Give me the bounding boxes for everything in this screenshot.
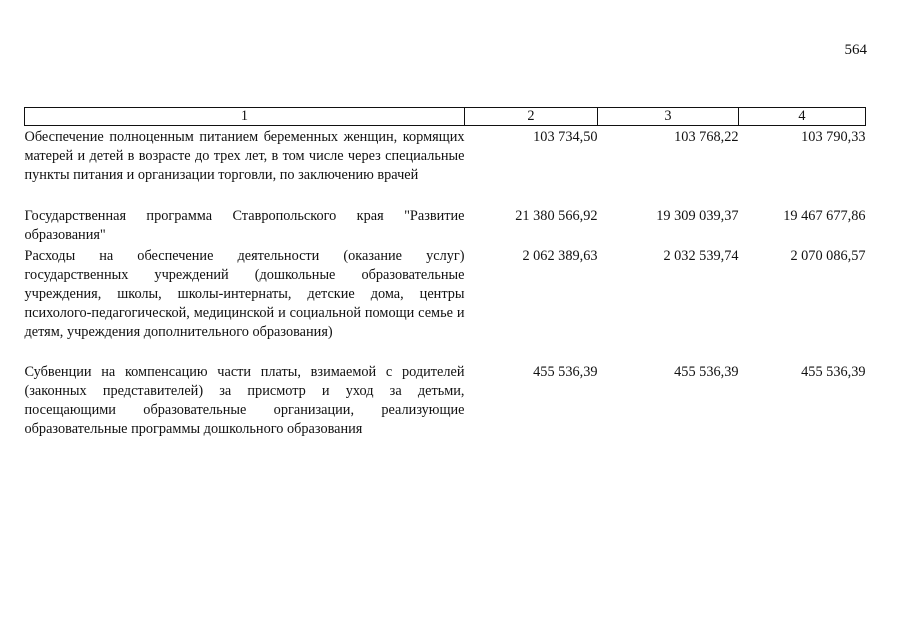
table-row — [25, 363, 866, 439]
row-value-col2: 455 536,39 — [533, 364, 598, 380]
row-value-col4: 2 070 086,57 — [790, 248, 866, 264]
column-header-3: 3 — [598, 108, 739, 126]
row-name: Обеспечение полноценным питанием беременных женщин, кормящих матерей и детей в возрасте до трех лет, в том числе через специальные пункты питания и организации торговли, по заключению врачей — [24, 129, 465, 183]
row-value-col2: 2 062 389,63 — [522, 248, 598, 264]
row-value-col4: 19 467 677,86 — [783, 208, 866, 224]
table-row — [25, 126, 866, 208]
table-row — [25, 207, 866, 247]
row-value-col2: 21 380 566,92 — [515, 208, 598, 224]
row-value-col2: 103 734,50 — [533, 129, 598, 145]
table-row — [25, 247, 866, 363]
table-header-row — [25, 108, 866, 126]
page-number: 564 — [844, 42, 867, 58]
row-value-col3: 19 309 039,37 — [656, 208, 739, 224]
column-header-1: 1 — [25, 108, 465, 126]
row-value-col4: 455 536,39 — [801, 364, 866, 380]
row-name: Субвенции на компенсацию части платы, взимаемой с родителей (законных представителей) за присмотр и уход за детьми, посещающими образовательные организации, реализующие образовательные программы дошкольного образования — [24, 364, 465, 437]
row-value-col3: 103 768,22 — [674, 129, 739, 145]
row-value-col3: 455 536,39 — [674, 364, 739, 380]
row-value-col4: 103 790,33 — [801, 129, 866, 145]
column-header-2: 2 — [465, 108, 598, 126]
row-name: Государственная программа Ставропольского края "Развитие образования" — [24, 208, 465, 243]
column-header-4: 4 — [739, 108, 866, 126]
row-name: Расходы на обеспечение деятельности (оказание услуг) государственных учреждений (дошкольные образовательные учреждения, школы, школы-интернаты, детские дома, центры психолого-педагогической, медицинской и социальной помощи семье и детям, учреждения дополнительного образования) — [24, 248, 465, 340]
row-value-col3: 2 032 539,74 — [663, 248, 739, 264]
budget-table — [24, 107, 866, 439]
